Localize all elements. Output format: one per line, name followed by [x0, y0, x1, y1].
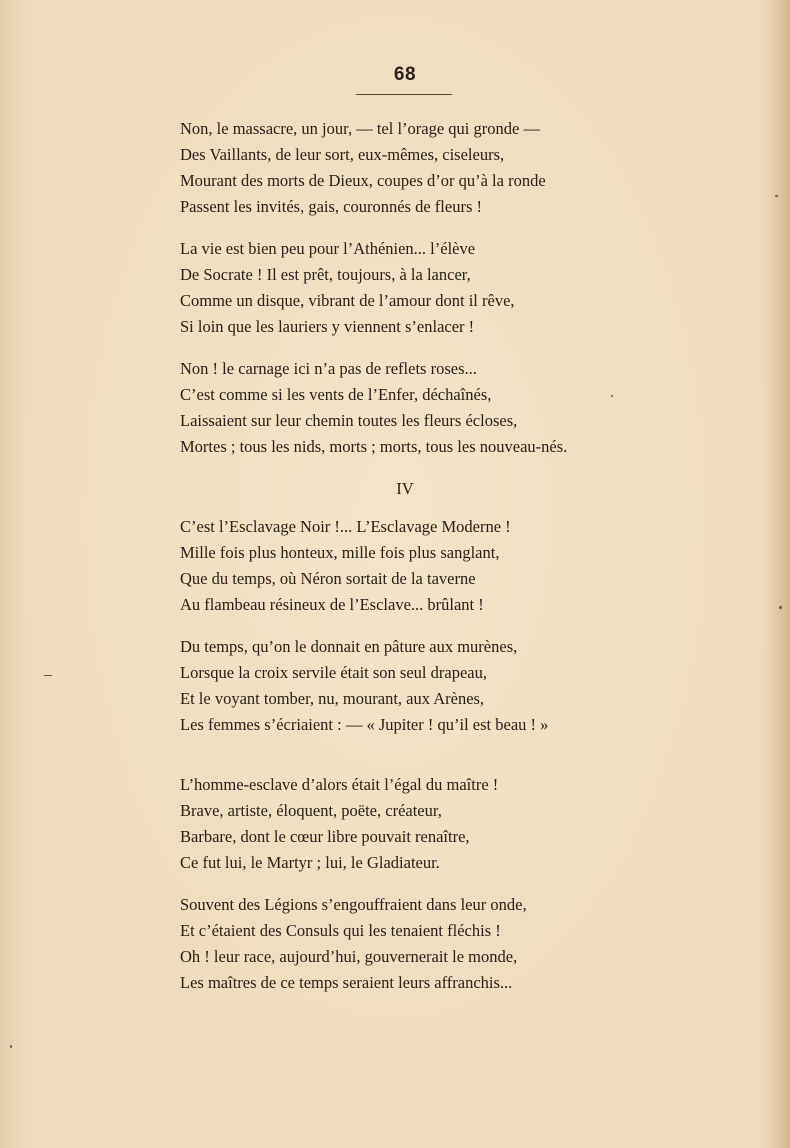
verse-line: Non ! le carnage ici n’a pas de reflets roses...	[180, 359, 477, 378]
verse-line: Ce fut lui, le Martyr ; lui, le Gladiateur.	[180, 853, 440, 872]
page-edge-shadow	[768, 0, 790, 1148]
verse-line: Barbare, dont le cœur libre pouvait renaître,	[180, 827, 470, 846]
verse-line: Oh ! leur race, aujourd’hui, gouvernerait le monde,	[180, 947, 518, 966]
stanza-6	[180, 772, 660, 876]
verse-line: Mille fois plus honteux, mille fois plus sanglant,	[180, 543, 500, 562]
paper-speck	[10, 1045, 12, 1048]
stanza-5	[180, 634, 660, 738]
verse-line: Laissaient sur leur chemin toutes les fleurs écloses,	[180, 411, 518, 430]
verse-line: La vie est bien peu pour l’Athénien... l’élève	[180, 239, 476, 258]
verse-line: Du temps, qu’on le donnait en pâture aux murènes,	[180, 637, 518, 656]
verse-line: Mortes ; tous les nids, morts ; morts, tous les nouveau-nés.	[180, 437, 568, 456]
verse-line: Lorsque la croix servile était son seul drapeau,	[180, 663, 487, 682]
verse-line: Si loin que les lauriers y viennent s’enlacer !	[180, 317, 475, 336]
verse-line: Mourant des morts de Dieux, coupes d’or qu’à la ronde	[180, 171, 546, 190]
verse-line: De Socrate ! Il est prêt, toujours, à la lancer,	[180, 265, 471, 284]
verse-line: Des Vaillants, de leur sort, eux-mêmes, ciseleurs,	[180, 145, 505, 164]
verse-line: Que du temps, où Néron sortait de la taverne	[180, 569, 476, 588]
stanza-4	[180, 514, 660, 618]
verse-line: C’est comme si les vents de l’Enfer, déchaînés,	[180, 385, 492, 404]
verse-line: L’homme-esclave d’alors était l’égal du maître !	[180, 775, 499, 794]
stanza-7	[180, 892, 660, 996]
verse-line: Brave, artiste, éloquent, poëte, créateur,	[180, 801, 442, 820]
stanza-1	[180, 116, 660, 220]
page-number: 68	[393, 64, 417, 85]
stanza-3	[180, 356, 660, 460]
paper-speck	[611, 395, 613, 397]
page-number-rule	[356, 94, 452, 95]
poem	[180, 116, 660, 996]
section-heading: IV	[396, 479, 414, 498]
verse-line: Et c’étaient des Consuls qui les tenaient fléchis !	[180, 921, 501, 940]
paper-speck	[775, 195, 778, 197]
paper-speck	[44, 675, 52, 676]
verse-line: Souvent des Légions s’engouffraient dans leur onde,	[180, 895, 527, 914]
paper-speck	[779, 606, 782, 609]
verse-line: Passent les invités, gais, couronnés de fleurs !	[180, 197, 482, 216]
verse-line: Non, le massacre, un jour, — tel l’orage qui gronde —	[180, 119, 540, 138]
verse-line: Comme un disque, vibrant de l’amour dont il rêve,	[180, 291, 515, 310]
verse-line: Les femmes s’écriaient : — « Jupiter ! qu’il est beau ! »	[180, 715, 549, 734]
verse-line: C’est l’Esclavage Noir !... L’Esclavage Moderne !	[180, 517, 511, 536]
verse-line: Les maîtres de ce temps seraient leurs affranchis...	[180, 973, 513, 992]
verse-line: Au flambeau résineux de l’Esclave... brûlant !	[180, 595, 484, 614]
stanza-2	[180, 236, 660, 340]
verse-line: Et le voyant tomber, nu, mourant, aux Arènes,	[180, 689, 485, 708]
